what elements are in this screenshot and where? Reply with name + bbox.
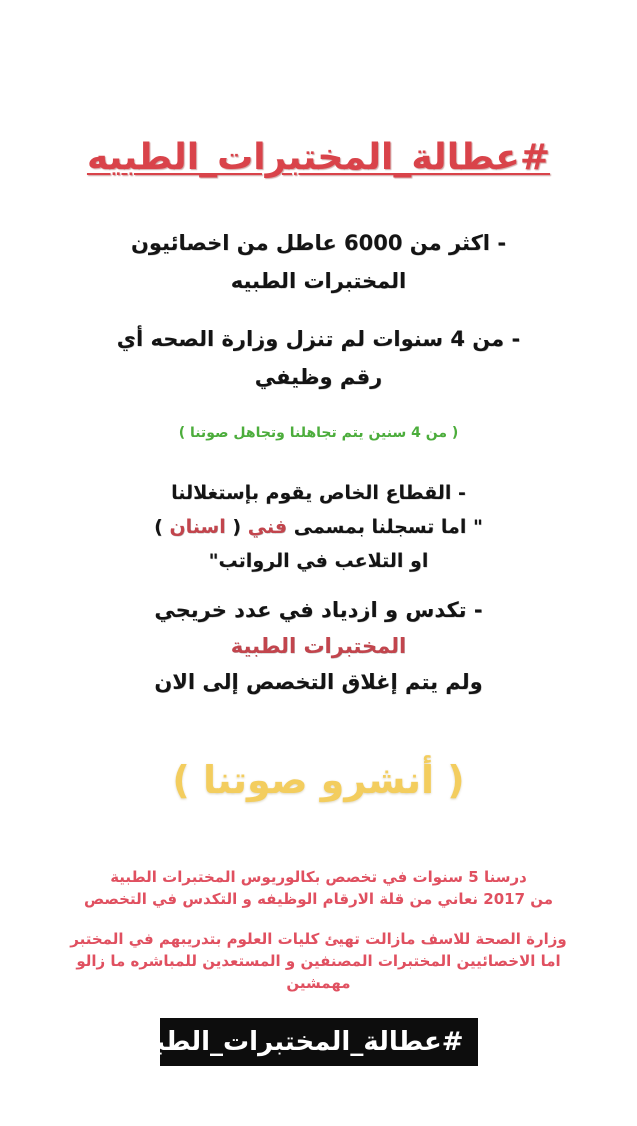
- point-graduates-surplus: [0, 592, 637, 700]
- highlight-word: فني: [247, 516, 288, 538]
- text-segment: ): [154, 516, 170, 538]
- highlight-word: اسنان: [169, 516, 226, 538]
- text-segment: (: [225, 516, 248, 538]
- note-line: وزارة الصحة للاسف مازالت تهيئ كليات العلوم بتدريبهم في المختبر: [70, 930, 567, 948]
- point-line: او التلاعب في الرواتب": [208, 550, 429, 572]
- point-line: - تكدس و ازدياد في عدد خريجي: [154, 598, 483, 622]
- point-unemployed-count: [0, 224, 637, 300]
- note-line: اما الاخصائيين المختبرات المصنفين و المستعدين للمباشره ما زالو: [76, 952, 561, 970]
- text-segment: " اما تسجلنا بمسمى: [287, 516, 483, 538]
- note-line: من 2017 نعاني من قلة الارقام الوظيفه و التكدس في التخصص: [83, 890, 554, 908]
- point-line: - اكثر من 6000 عاطل من اخصائيون: [130, 231, 507, 255]
- green-note: ( من 4 سنين يتم تجاهلنا وتجاهل صوتنا ): [178, 425, 459, 441]
- point-line: - من 4 سنوات لم تنزل وزارة الصحه أي: [116, 327, 521, 351]
- point-line: - القطاع الخاص يقوم بإستغلالنا: [171, 482, 466, 504]
- point-no-job-numbers: [0, 320, 637, 396]
- note-line: مهمشين: [286, 974, 351, 992]
- note-line: درسنا 5 سنوات في تخصص بكالوريوس المختبرات الطبية: [110, 868, 527, 886]
- point-line: ولم يتم إغلاق التخصص إلى الان: [154, 670, 483, 694]
- hashtag-banner: [0, 1018, 637, 1066]
- call-to-action: ( أنشرو صوتنا ): [172, 758, 465, 802]
- point-private-sector: [0, 476, 637, 578]
- point-line: رقم وظيفي: [254, 365, 383, 389]
- ministry-note: [0, 928, 637, 994]
- point-line-mixed: [0, 510, 637, 544]
- hashtag-label: #عطالة_المختبرات_الطبيه: [160, 1018, 478, 1066]
- highlight-line: المختبرات الطبية: [230, 634, 407, 658]
- study-note: [0, 866, 637, 910]
- page-title: #عطالة_المختبرات_الطبيه: [86, 137, 551, 178]
- point-line: المختبرات الطبيه: [230, 269, 407, 293]
